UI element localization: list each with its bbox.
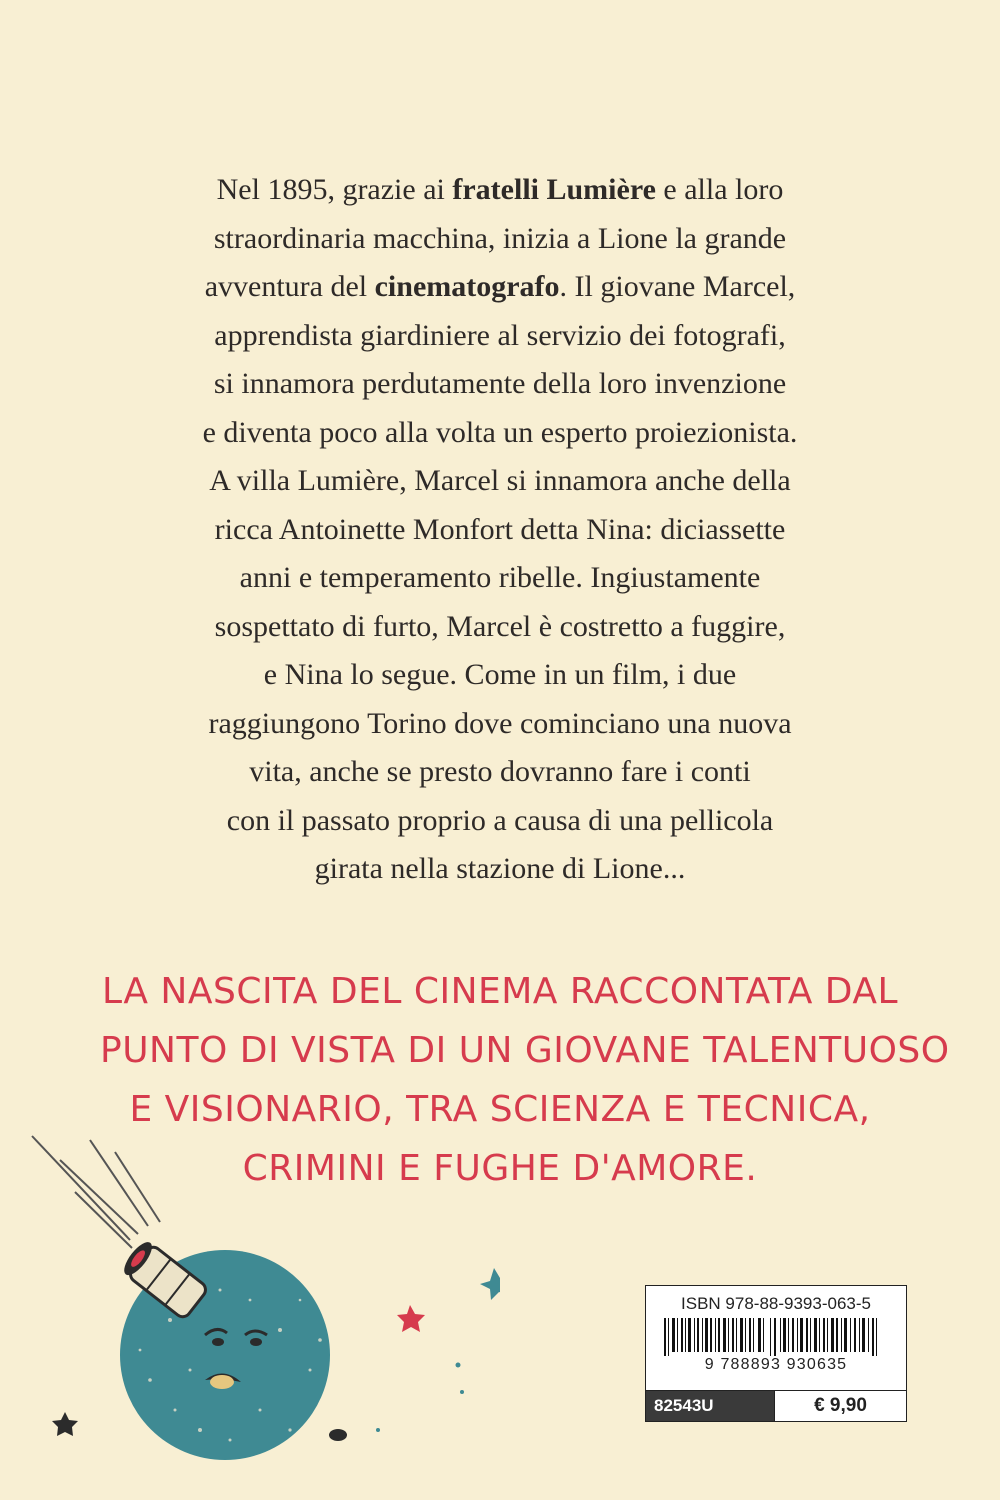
tagline-line: PUNTO DI VISTA DI UN GIOVANE TALENTUOSO bbox=[100, 1030, 950, 1071]
blurb-line: vita, anche se presto dovranno fare i conti bbox=[249, 755, 751, 788]
blurb-line: straordinaria macchina, inizia a Lione la grande bbox=[213, 221, 787, 255]
tagline-line: LA NASCITA DEL CINEMA RACCONTATA DAL bbox=[101, 971, 899, 1012]
barcode-bottom-row bbox=[646, 1390, 906, 1421]
blurb-line: ricca Antoinette Monfort detta Nina: diciassette bbox=[214, 512, 786, 546]
blurb-text: Nel 1895, grazie ai bbox=[216, 173, 453, 206]
blurb-line: con il passato proprio a causa di una pellicola bbox=[226, 803, 774, 837]
blurb-line: raggiungono Torino dove cominciano una nuova bbox=[208, 706, 792, 740]
dot-icon bbox=[460, 1390, 464, 1394]
blurb-line: A villa Lumière, Marcel si innamora anche della bbox=[209, 464, 791, 497]
tagline-line: E VISIONARIO, TRA SCIENZA E TECNICA, bbox=[129, 1089, 871, 1130]
blurb-line: apprendista giardiniere al servizio dei fotografi, bbox=[214, 318, 786, 352]
price-label: € 9,90 bbox=[774, 1391, 906, 1421]
moon-rocket-illustration bbox=[20, 1130, 500, 1460]
blurb-line: anni e temperamento ribelle. Ingiustamente bbox=[239, 561, 761, 594]
blurb-line: si innamora perdutamente della loro invenzione bbox=[213, 367, 787, 400]
blurb-line bbox=[120, 166, 880, 215]
product-code: 82543U bbox=[646, 1391, 774, 1421]
blurb-line: sospettato di furto, Marcel è costretto a fuggire, bbox=[214, 609, 786, 643]
blurb-line: e diventa poco alla volta un esperto proiezionista. bbox=[202, 415, 798, 449]
rock-icon bbox=[329, 1429, 347, 1441]
blurb-bold-text: cinematografo bbox=[374, 270, 560, 303]
barcode-digits: 9 788893 930635 bbox=[704, 1356, 848, 1373]
barcode-label bbox=[645, 1285, 907, 1422]
barcode-icon bbox=[654, 1318, 898, 1356]
blurb-line bbox=[120, 263, 880, 312]
blurb-line: girata nella stazione di Lione... bbox=[314, 852, 686, 885]
blurb-text: avventura del bbox=[204, 270, 375, 303]
back-cover-blurb bbox=[120, 166, 880, 894]
tagline-line: CRIMINI E FUGHE D'AMORE. bbox=[242, 1148, 758, 1189]
dot-icon bbox=[376, 1428, 380, 1432]
speed-lines-icon bbox=[32, 1136, 160, 1248]
blurb-line: e Nina lo segue. Come in un film, i due bbox=[263, 658, 737, 691]
star-icon bbox=[52, 1412, 78, 1436]
star-icon bbox=[480, 1268, 500, 1300]
star-icon bbox=[397, 1305, 425, 1332]
blurb-text: . Il giovane Marcel, bbox=[559, 270, 796, 303]
isbn-text: ISBN 978-88-9393-063-5 bbox=[681, 1294, 871, 1313]
blurb-text: e alla loro bbox=[655, 173, 784, 206]
dot-icon bbox=[456, 1363, 461, 1368]
blurb-bold-text: fratelli Lumière bbox=[452, 173, 656, 206]
